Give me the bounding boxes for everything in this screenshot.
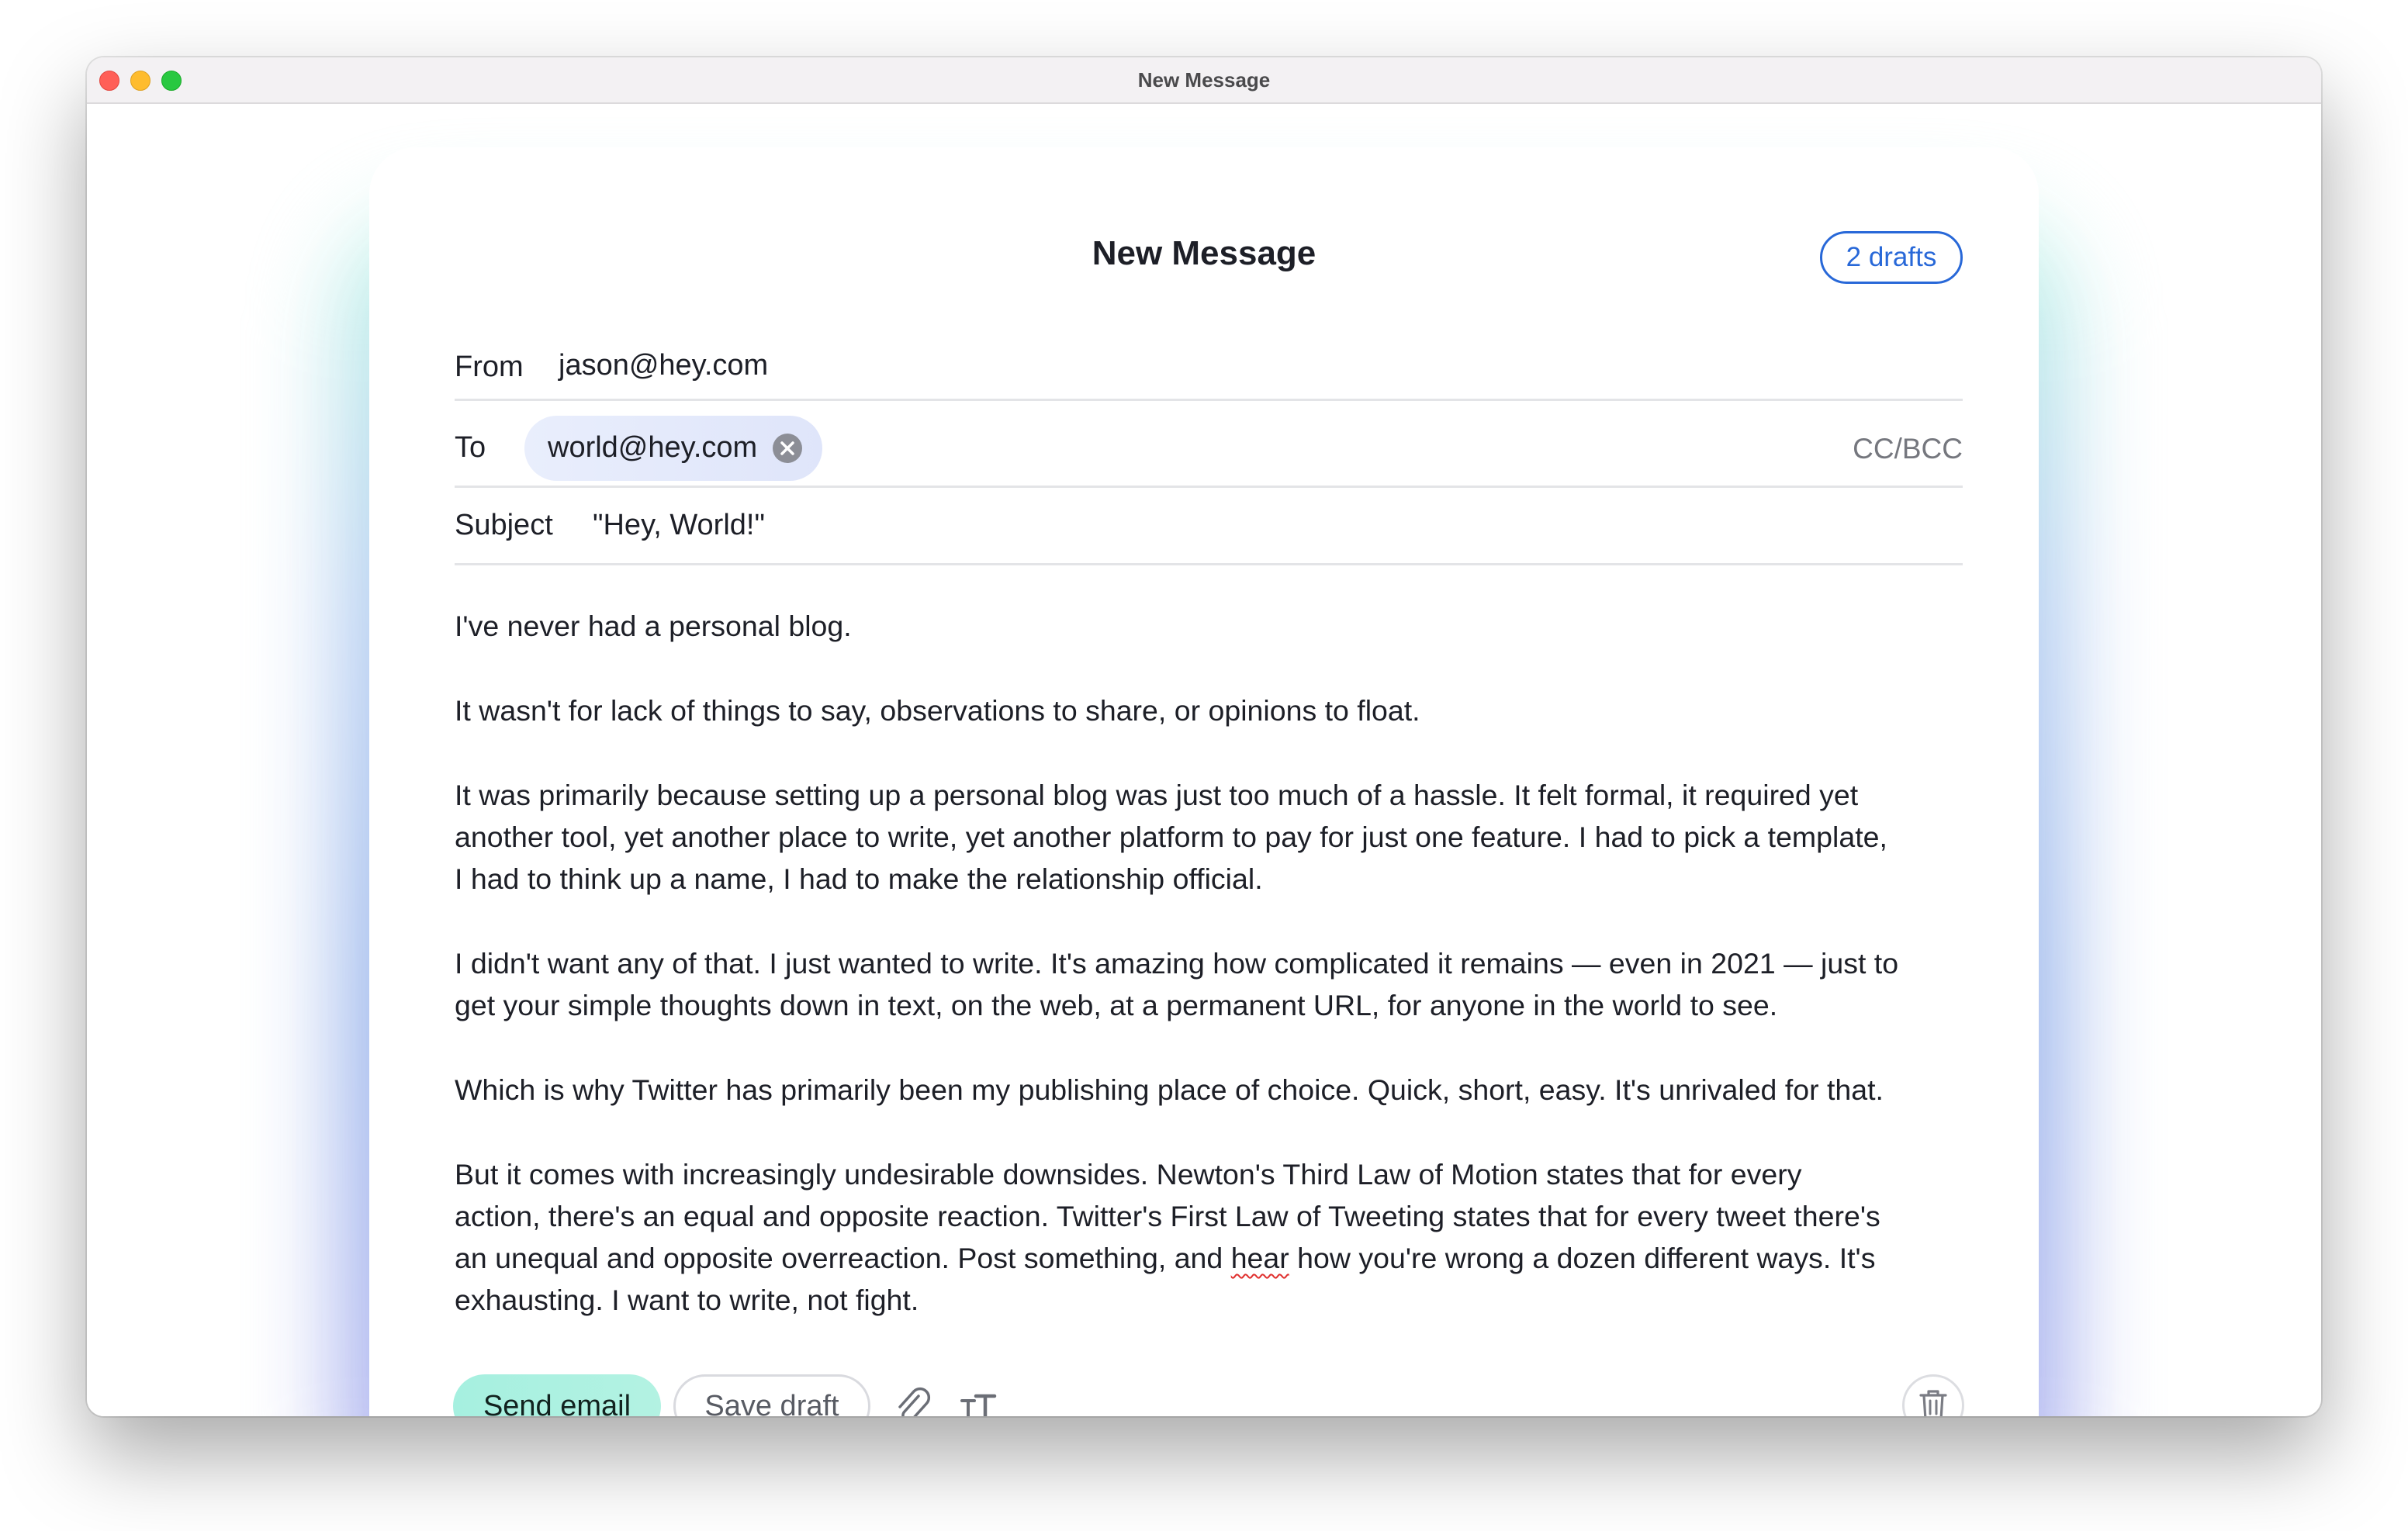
- subject-input[interactable]: "Hey, World!": [593, 509, 765, 541]
- save-draft-button[interactable]: Save draft: [673, 1374, 870, 1416]
- paperclip-icon[interactable]: [891, 1385, 936, 1416]
- body-paragraph: I've never had a personal blog.: [455, 610, 852, 642]
- body-text-span: how you're wrong a dozen different ways. It's exhausting. I want to write, not fight.: [455, 1242, 1876, 1316]
- to-label: To: [455, 431, 486, 464]
- text-size-icon[interactable]: [956, 1385, 1001, 1416]
- window-title: New Message: [1137, 68, 1271, 92]
- window-content: [87, 104, 2321, 1416]
- to-row[interactable]: [455, 400, 1963, 488]
- body-paragraph: It wasn't for lack of things to say, observations to share, or opinions to float.: [455, 694, 1420, 727]
- from-row: [455, 332, 1963, 401]
- from-value[interactable]: jason@hey.com: [559, 349, 769, 382]
- compose-title: New Message: [1092, 234, 1316, 272]
- send-email-button[interactable]: Send email: [453, 1374, 661, 1416]
- close-circle-icon[interactable]: [773, 434, 802, 463]
- recipient-chip-label: world@hey.com: [548, 431, 758, 464]
- title-bar: [87, 57, 2321, 104]
- body-text-span: But it comes with increasingly undesirable downsides. Newton's Third Law of Motion states that for every action, there's an equal and opposite reaction. Twitter's First Law of Tweeting states that for every tweet there's an unequal and opposite overreaction. Post something, and: [455, 1158, 1880, 1274]
- recipient-chip[interactable]: [524, 416, 822, 481]
- message-body-editor[interactable]: [455, 605, 1967, 1388]
- drafts-button[interactable]: 2 drafts: [1820, 231, 1963, 284]
- body-paragraph: I didn't want any of that. I just wanted to write. It's amazing how complicated it remains — even in 2021 — just to get your simple thoughts down in text, on the web, at a permanent URL, for anyone in the world to see.: [455, 947, 1899, 1021]
- body-paragraph: [455, 1153, 1967, 1321]
- trash-icon: [1915, 1387, 1951, 1416]
- app-window: [87, 57, 2321, 1416]
- compose-card: [369, 147, 2039, 1416]
- body-paragraph: It was primarily because setting up a personal blog was just too much of a hassle. It felt formal, it required yet another tool, yet another place to write, yet another platform to pay for just one feature. I had to pick a template, I had to think up a name, I had to make the relationship official.: [455, 779, 1887, 895]
- from-label: From: [455, 351, 524, 383]
- cc-bcc-button[interactable]: CC/BCC: [1853, 433, 1963, 465]
- body-paragraph: Which is why Twitter has primarily been my publishing place of choice. Quick, short, easy. It's unrivaled for that.: [455, 1073, 1884, 1106]
- subject-label: Subject: [455, 509, 553, 541]
- subject-row: [455, 487, 1963, 565]
- misspelled-word[interactable]: hear: [1230, 1242, 1289, 1274]
